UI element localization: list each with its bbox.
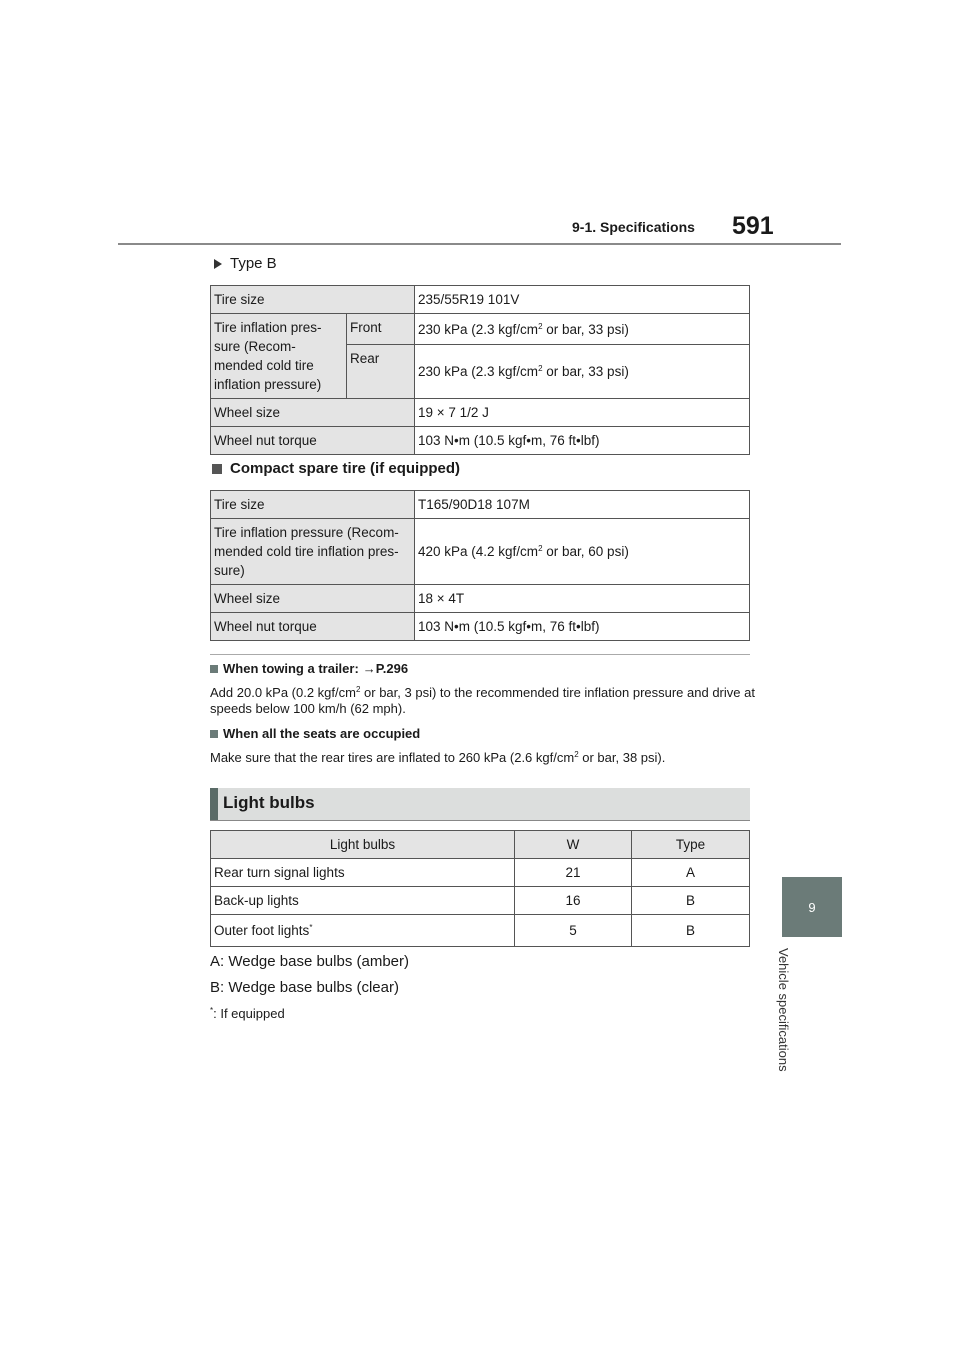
square-bullet-icon xyxy=(210,665,218,673)
chapter-title: Vehicle specifications xyxy=(776,948,791,1072)
tire-size-label: Tire size xyxy=(211,491,415,519)
table-row xyxy=(211,286,750,314)
table-row xyxy=(211,519,750,585)
legend-b: B: Wedge base bulbs (clear) xyxy=(210,979,399,996)
bulb-name: Back-up lights xyxy=(211,887,515,915)
notes-divider xyxy=(210,654,750,655)
towing-page-link[interactable]: →P.296 xyxy=(362,661,409,676)
tire-size-value: T165/90D18 107M xyxy=(415,491,750,519)
front-value: 230 kPa (2.3 kgf/$cm^2$ or bar, 33 psi) xyxy=(415,314,750,345)
inflation-label: Tire inflation pressure (Recom- mended cold tire inflation pres- sure) xyxy=(211,519,415,585)
wheel-size-value: 18 × 4T xyxy=(415,585,750,613)
banner-accent-bar xyxy=(210,788,218,820)
table-row xyxy=(211,887,750,915)
table-row xyxy=(211,491,750,519)
wheel-size-value: 19 × 7 1/2 J xyxy=(415,399,750,427)
table-row xyxy=(211,399,750,427)
bulb-wattage: 16 xyxy=(515,887,632,915)
table-row xyxy=(211,915,750,947)
bulb-type: A xyxy=(632,859,750,887)
chapter-number: 9 xyxy=(808,899,816,915)
bulb-name: Outer foot lights* xyxy=(211,915,515,947)
bulb-wattage: 21 xyxy=(515,859,632,887)
table-row xyxy=(211,314,750,345)
type-b-heading xyxy=(214,255,277,272)
nut-torque-label: Wheel nut torque xyxy=(211,613,415,641)
section-label: 9-1. Specifications xyxy=(572,219,695,235)
chapter-title-vertical xyxy=(776,948,810,1098)
compact-spare-table xyxy=(210,490,750,641)
nut-torque-value: 103 N•m (10.5 kgf•m, 76 ft•lbf) xyxy=(415,427,750,455)
type-b-table xyxy=(210,285,750,455)
compact-spare-heading: Compact spare tire (if equipped) xyxy=(212,460,460,477)
bulb-type: B xyxy=(632,887,750,915)
col-header-light-bulbs: Light bulbs xyxy=(211,831,515,859)
triangle-bullet-icon xyxy=(214,259,222,269)
towing-heading: When towing a trailer: →P.296 xyxy=(210,661,408,676)
inflation-value: 420 kPa (4.2 kgf/$cm^2$ or bar, 60 psi) xyxy=(415,519,750,585)
table-row xyxy=(211,427,750,455)
nut-torque-value: 103 N•m (10.5 kgf•m, 76 ft•lbf) xyxy=(415,613,750,641)
tire-size-value: 235/55R19 101V xyxy=(415,286,750,314)
inflation-label: Tire inflation pres- sure (Recom- mended cold tire inflation pressure) xyxy=(211,314,347,399)
legend-a: A: Wedge base bulbs (amber) xyxy=(210,953,409,970)
table-row xyxy=(211,613,750,641)
square-bullet-icon xyxy=(212,464,222,474)
rear-label: Rear xyxy=(347,345,415,399)
table-header-row xyxy=(211,831,750,859)
bulb-name: Rear turn signal lights xyxy=(211,859,515,887)
rear-value: 230 kPa (2.3 kgf/$cm^2$ or bar, 33 psi) xyxy=(415,345,750,399)
wheel-size-label: Wheel size xyxy=(211,585,415,613)
type-b-label: Type B xyxy=(230,255,277,272)
square-bullet-icon xyxy=(210,730,218,738)
footnote: *: If equipped xyxy=(210,1006,285,1021)
col-header-w: W xyxy=(515,831,632,859)
table-row xyxy=(211,859,750,887)
occupied-body: Make sure that the rear tires are inflated to 260 kPa (2.6 kgf/$cm^2$ or bar, 38 psi). xyxy=(210,750,666,765)
light-bulbs-table xyxy=(210,830,750,947)
tire-size-label: Tire size xyxy=(211,286,415,314)
bulb-type: B xyxy=(632,915,750,947)
occupied-heading: When all the seats are occupied xyxy=(210,726,420,741)
table-row xyxy=(211,585,750,613)
header-divider xyxy=(118,243,841,245)
banner-underline xyxy=(210,820,750,821)
nut-torque-label: Wheel nut torque xyxy=(211,427,415,455)
page-number: 591 xyxy=(732,212,774,240)
wheel-size-label: Wheel size xyxy=(211,399,415,427)
front-label: Front xyxy=(347,314,415,345)
bulb-wattage: 5 xyxy=(515,915,632,947)
chapter-tab[interactable] xyxy=(782,877,842,937)
light-bulbs-title: Light bulbs xyxy=(223,793,315,812)
col-header-type: Type xyxy=(632,831,750,859)
towing-body: Add 20.0 kPa (0.2 kgf/$cm^2$ or bar, 3 psi) to the recommended tire inflation pressure and drive at speeds below 100 km/h (62 mph). xyxy=(210,685,755,716)
